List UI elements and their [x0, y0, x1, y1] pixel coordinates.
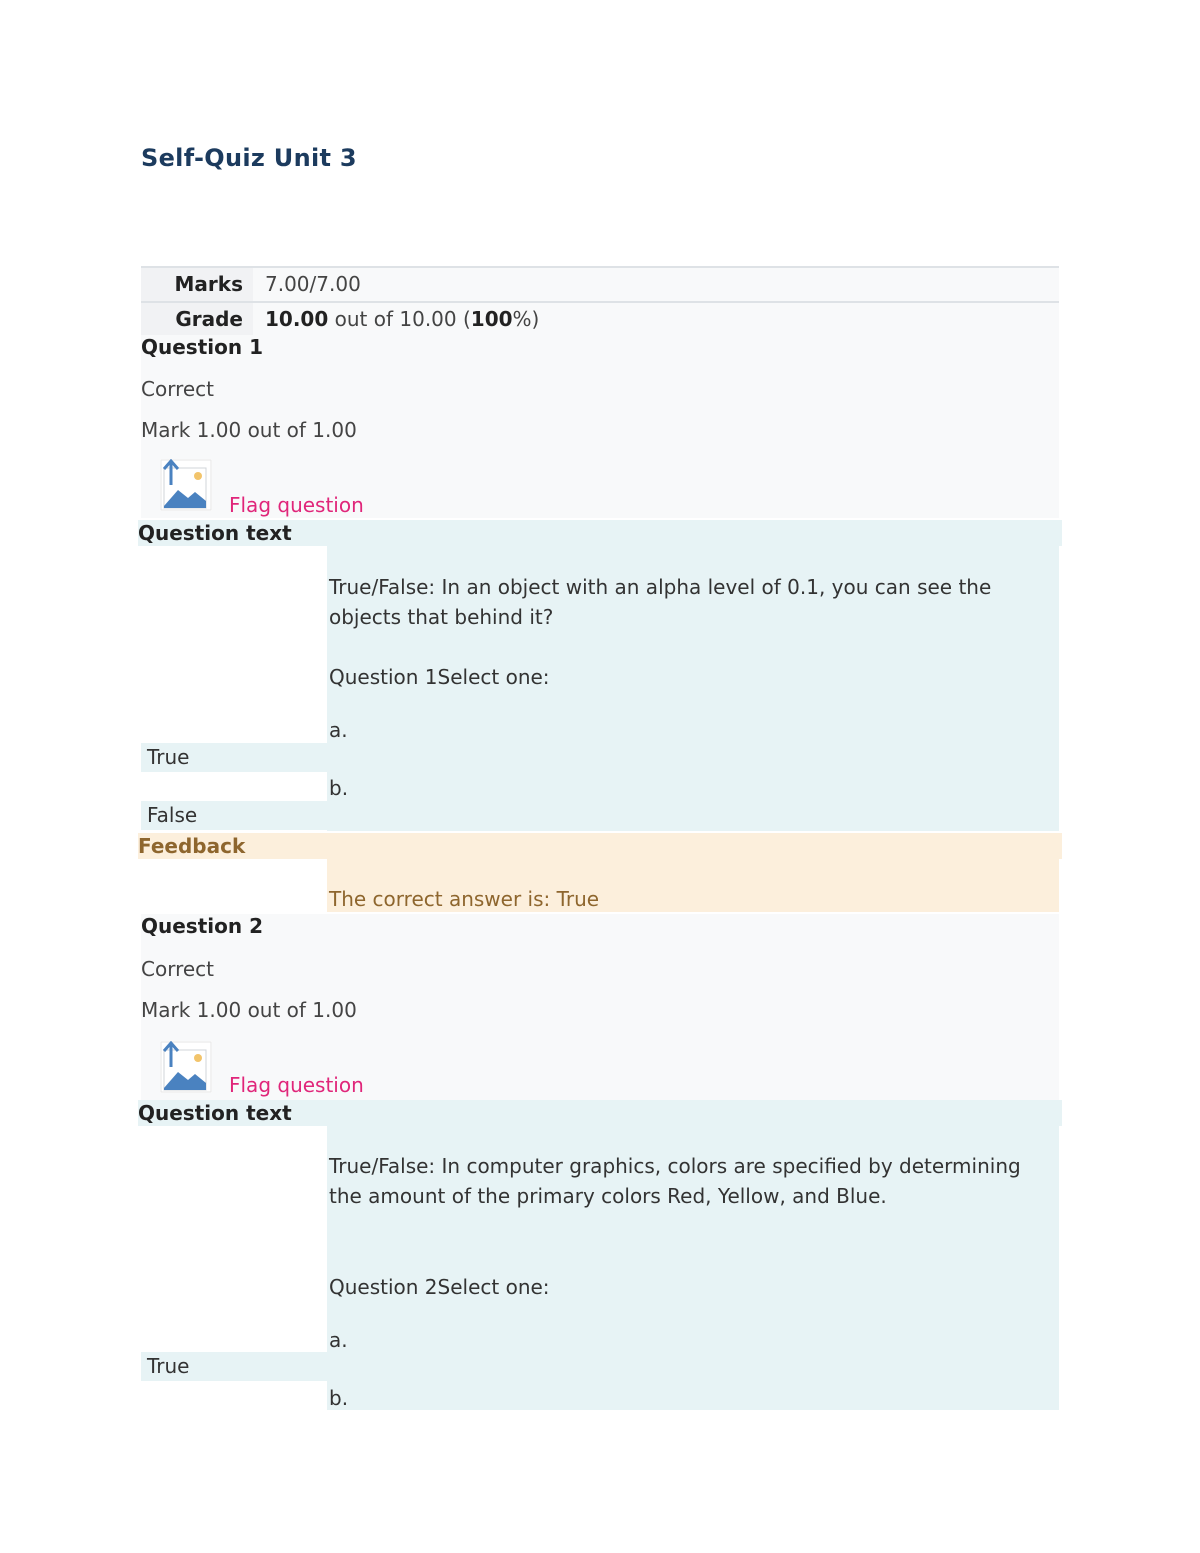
grade-score: 10.00: [265, 307, 329, 331]
grade-percent-suffix: %): [512, 307, 540, 331]
flag-question-link[interactable]: Flag question: [229, 1073, 364, 1097]
question-state: Correct: [141, 957, 214, 981]
option-a-label[interactable]: True: [141, 1352, 327, 1381]
feedback-heading: Feedback: [138, 833, 1062, 859]
option-letter-a: a.: [329, 718, 348, 742]
image-placeholder-icon[interactable]: [160, 1041, 212, 1093]
grade-value: [253, 303, 1059, 336]
question-grade: Mark 1.00 out of 1.00: [141, 418, 357, 442]
marks-label: Marks: [141, 268, 253, 301]
marks-value: 7.00/7.00: [253, 268, 1059, 301]
question-text: True/False: In an object with an alpha level of 0.1, you can see the objects that behind it?: [329, 575, 992, 629]
select-one-prompt: Question 1Select one:: [329, 665, 550, 689]
question-text-heading: Question text: [138, 520, 1062, 546]
summary-row-grade: [141, 303, 1059, 336]
quiz-summary-table: [141, 266, 1059, 336]
question-info-2: [141, 914, 1059, 1100]
option-letter-b: b.: [329, 776, 349, 800]
question-grade: Mark 1.00 out of 1.00: [141, 998, 357, 1022]
grade-percent: 100: [470, 307, 513, 331]
option-b-label[interactable]: False: [141, 801, 327, 830]
question-state: Correct: [141, 377, 214, 401]
option-a-label[interactable]: True: [141, 743, 327, 772]
page-title: Self-Quiz Unit 3: [141, 144, 357, 172]
flag-question-link[interactable]: Flag question: [229, 493, 364, 517]
option-letter-b: b.: [329, 1386, 349, 1410]
question-number: Question 2: [141, 914, 263, 938]
grade-out-of: out of 10.00 (: [328, 307, 471, 331]
question-number: Question 1: [141, 335, 263, 359]
select-one-prompt: Question 2Select one:: [329, 1275, 550, 1299]
image-placeholder-icon[interactable]: [160, 459, 212, 511]
grade-label: Grade: [141, 303, 253, 336]
feedback-text: The correct answer is: True: [329, 887, 600, 911]
summary-row-marks: [141, 268, 1059, 303]
question-text: True/False: In computer graphics, colors are specified by determining the amount of the primary colors Red, Yellow, and Blue.: [329, 1154, 1021, 1208]
question-info-1: [141, 335, 1059, 518]
question-text-heading: Question text: [138, 1100, 1062, 1126]
option-letter-a: a.: [329, 1328, 348, 1352]
